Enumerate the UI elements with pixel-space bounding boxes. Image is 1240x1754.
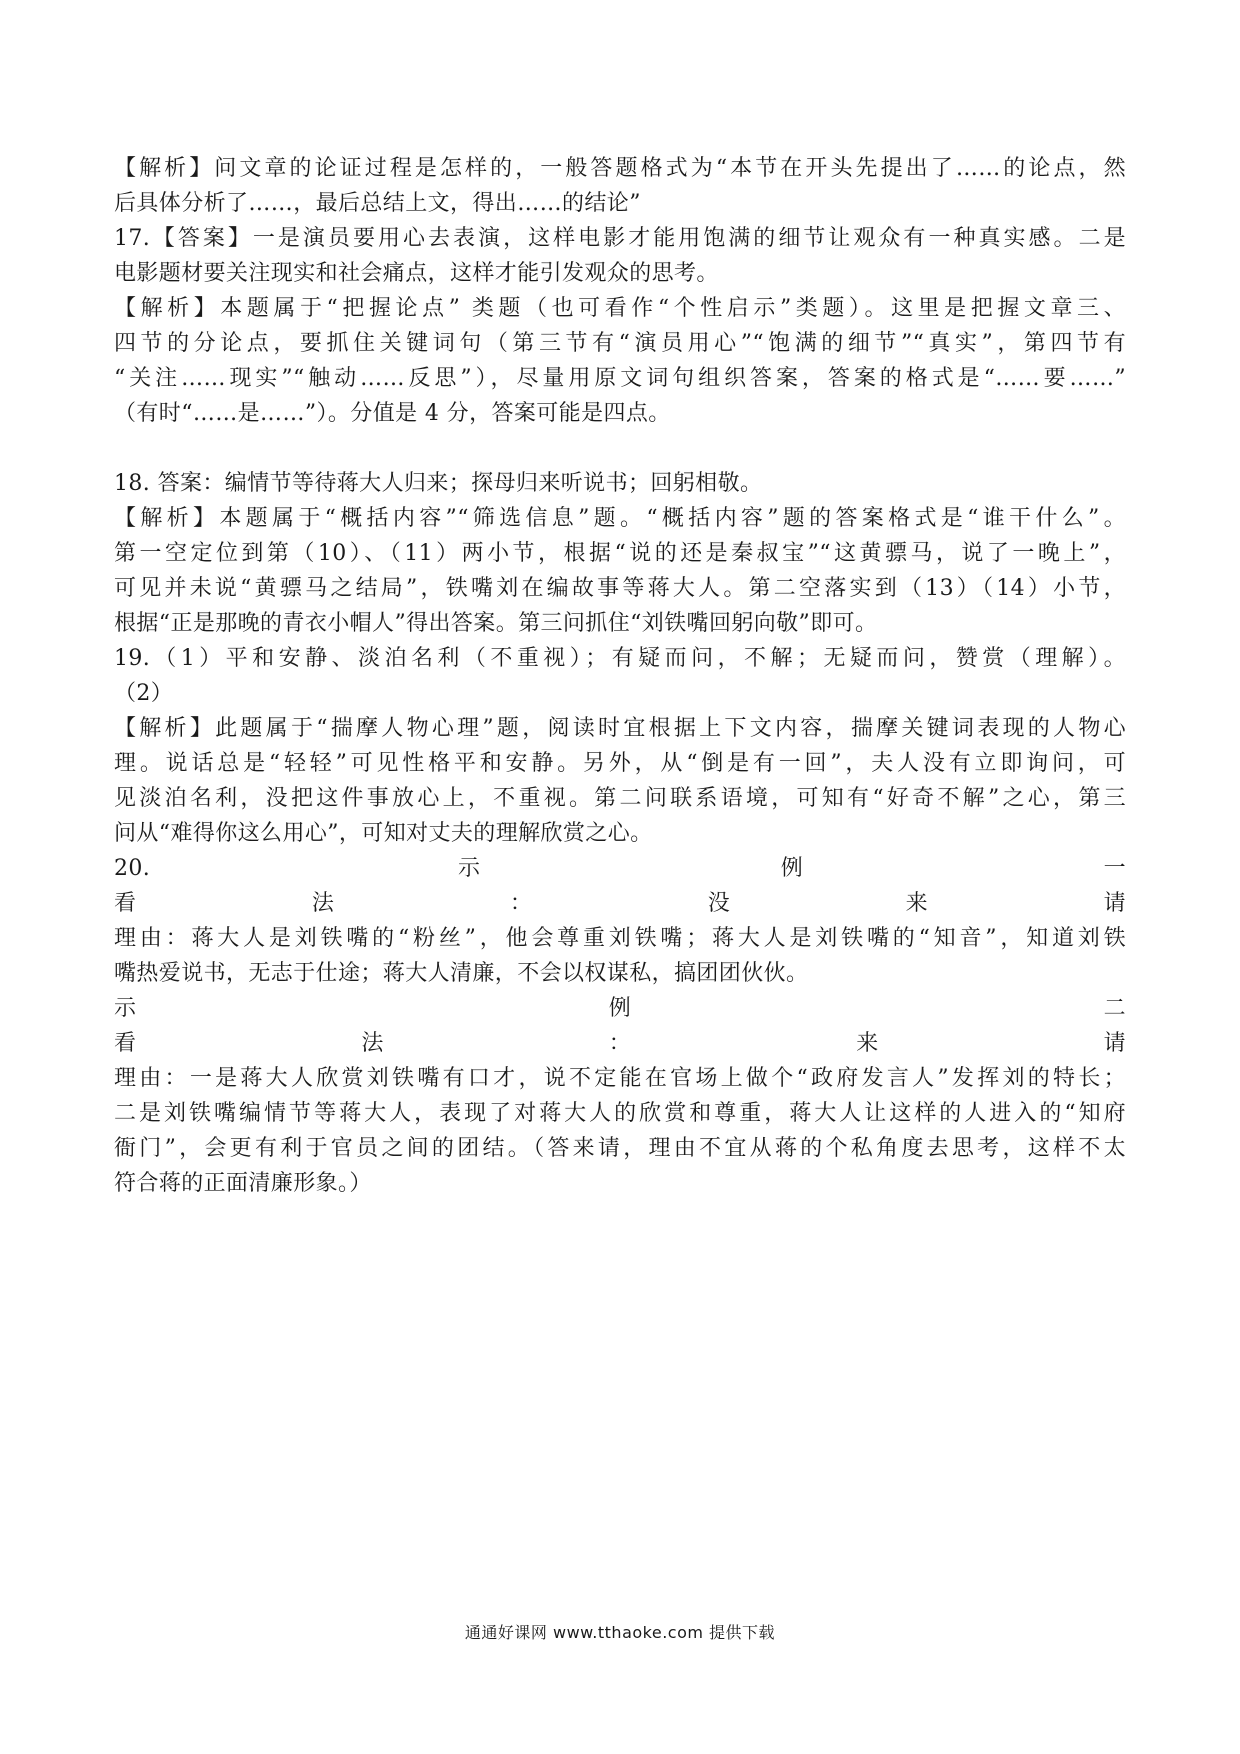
text-line: 【解析】问文章的论证过程是怎样的，一般答题格式为“本节在开头先提出了……的论点，然 xyxy=(114,156,1126,181)
text-line: 【解析】本题属于“概括内容”“筛选信息”题。“概括内容”题的答案格式是“谁干什么”。 xyxy=(114,506,1126,531)
text-line: 四节的分论点，要抓住关键词句（第三节有“演员用心”“饱满的细节”“真实”，第四节有 xyxy=(114,331,1126,356)
para-18-answer xyxy=(114,466,1126,501)
text-line: 【解析】此题属于“揣摩人物心理”题，阅读时宜根据上下文内容，揣摩关键词表现的人物心 xyxy=(114,716,1126,741)
text-line: 问从“难得你这么用心”，可知对丈夫的理解欣赏之心。 xyxy=(114,821,653,846)
para-17-answer xyxy=(114,221,1126,291)
text-line: 看法：没来请 xyxy=(114,891,1126,916)
para-16-analysis xyxy=(114,151,1126,221)
para-20-example-1 xyxy=(114,851,1126,991)
text-line: 二是刘铁嘴编情节等蒋大人，表现了对蒋大人的欣赏和尊重，蒋大人让这样的人进入的“知府 xyxy=(114,1101,1126,1126)
text-line: 后具体分析了……，最后总结上文，得出……的结论” xyxy=(114,191,641,216)
text-line: 理由：一是蒋大人欣赏刘铁嘴有口才，说不定能在官场上做个“政府发言人”发挥刘的特长； xyxy=(114,1066,1126,1091)
text-line: （2） xyxy=(114,681,174,706)
para-18-analysis xyxy=(114,501,1126,641)
text-line: 18. 答案：编情节等待蒋大人归来；探母归来听说书；回躬相敬。 xyxy=(114,471,763,496)
text-line: 20. 示例一 xyxy=(114,856,1126,881)
page-footer: 通通好课网 www.tthaoke.com 提供下载 xyxy=(464,1623,776,1642)
text-line: （有时“……是……”）。分值是 4 分，答案可能是四点。 xyxy=(114,401,671,426)
para-19-analysis xyxy=(114,711,1126,851)
text-line: 示例二 xyxy=(114,996,1126,1021)
text-line: “关注……现实”“触动……反思”），尽量用原文词句组织答案，答案的格式是“……要……” xyxy=(114,366,1126,391)
text-line: 第一空定位到第（10）、（11）两小节，根据“说的还是秦叔宝”“这黄骠马，说了一晚上”， xyxy=(114,541,1126,566)
text-line: 理由：蒋大人是刘铁嘴的“粉丝”，他会尊重刘铁嘴；蒋大人是刘铁嘴的“知音”，知道刘铁 xyxy=(114,926,1126,951)
text-line: 19.（1）平和安静、淡泊名利（不重视）；有疑而问，不解；无疑而问，赞赏（理解）。 xyxy=(114,646,1126,671)
text-line: 【解析】本题属于“把握论点” 类题（也可看作“个性启示”类题）。这里是把握文章三、 xyxy=(114,296,1126,321)
text-line: 根据“正是那晚的青衣小帽人”得出答案。第三问抓住“刘铁嘴回躬向敬”即可。 xyxy=(114,611,878,636)
answer-analysis-body xyxy=(114,151,1126,1201)
text-line: 理。说话总是“轻轻”可见性格平和安静。另外，从“倒是有一回”，夫人没有立即询问，可 xyxy=(114,751,1126,776)
para-20-example-2 xyxy=(114,991,1126,1201)
para-17-analysis xyxy=(114,291,1126,431)
text-line: 衙门”，会更有利于官员之间的团结。（答来请，理由不宜从蒋的个私角度去思考，这样不太 xyxy=(114,1136,1126,1161)
paragraph-gap xyxy=(114,431,1126,466)
text-line: 电影题材要关注现实和社会痛点，这样才能引发观众的思考。 xyxy=(114,261,719,286)
text-line: 嘴热爱说书，无志于仕途；蒋大人清廉，不会以权谋私，搞团团伙伙。 xyxy=(114,961,809,986)
text-line: 见淡泊名利，没把这件事放心上，不重视。第二问联系语境，可知有“好奇不解”之心，第三 xyxy=(114,786,1126,811)
text-line: 看法：来请 xyxy=(114,1031,1126,1056)
text-line: 17.【答案】一是演员要用心去表演，这样电影才能用饱满的细节让观众有一种真实感。二是 xyxy=(114,226,1126,251)
text-line: 可见并未说“黄骠马之结局”，铁嘴刘在编故事等蒋大人。第二空落实到（13）（14）小节， xyxy=(114,576,1126,601)
text-line: 符合蒋的正面清廉形象。） xyxy=(114,1171,372,1196)
para-19-answer xyxy=(114,641,1126,711)
